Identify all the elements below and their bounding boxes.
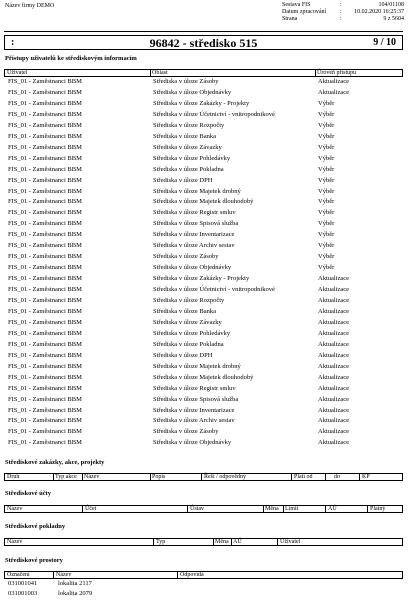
cell-user: FIS_01 - Zaměstnanci BBM [8, 220, 82, 228]
cell-area: Střediska v úloze Zásoby [153, 253, 219, 261]
cell-user: FIS_01 - Zaměstnanci BBM [8, 198, 82, 206]
cell-user: FIS_01 - Zaměstnanci BBM [8, 439, 82, 447]
cell-area: Střediska v úloze Pohledávky [153, 154, 231, 162]
cell-access-level: Výběr [318, 198, 335, 206]
column-header-name: Název [56, 572, 72, 578]
meta-colon: : [340, 2, 342, 8]
cell-user: FIS_01 - Zaměstnanci BBM [8, 132, 82, 140]
cell-user: FIS_01 - Zaměstnanci BBM [8, 362, 82, 370]
column-header-name: Název [84, 474, 100, 480]
title-box [4, 35, 403, 50]
cell-area: Střediska v úloze Spisová služba [153, 395, 239, 403]
column-header-access: Úroveň přístupu [317, 70, 357, 76]
column-divider [82, 506, 83, 512]
column-header-responsible: Odpovídá [180, 572, 204, 578]
meta-value: 10.02.2020 16:25:37 [354, 9, 404, 15]
column-header-responsible: Řeší / odpovědný [204, 474, 246, 480]
cell-user: FIS_01 - Zaměstnanci BBM [8, 121, 82, 129]
column-header-name: Název [7, 506, 23, 512]
cell-access-level: Výběr [318, 132, 335, 140]
meta-label: Sestava FIS [282, 2, 311, 8]
column-divider [187, 506, 188, 512]
cell-user: FIS_01 - Zaměstnanci BBM [8, 428, 82, 436]
cell-access-level: Aktualizace [318, 428, 350, 436]
projects-heading: Střediskové zakázky, akce, projekty [5, 459, 105, 466]
cell-user: FIS_01 - Zaměstnanci BBM [8, 165, 82, 173]
column-header-kind: Druh [7, 474, 20, 480]
company-name: Název firmy DEMO [5, 3, 55, 9]
column-header-action-type: Typ akce [55, 474, 77, 480]
column-divider [53, 572, 54, 578]
cell-user: FIS_01 - Zaměstnanci BBM [8, 373, 82, 381]
column-divider [291, 474, 292, 480]
column-header-limit: Limit [285, 506, 299, 512]
cell-access-level: Aktualizace [318, 275, 350, 283]
cell-area: Střediska v úloze Registr smluv [153, 384, 236, 392]
cell-area: Střediska v úloze Majetek dlouhodobý [153, 198, 254, 206]
cell-user: FIS_01 - Zaměstnanci BBM [8, 307, 82, 315]
column-header-name: Název [7, 539, 23, 545]
cell-access-level: Aktualizace [318, 373, 350, 381]
cell-area: Střediska v úloze Majetek dlouhodobý [153, 373, 254, 381]
cell-access-level: Aktualizace [318, 439, 350, 447]
meta-colon: : [340, 16, 342, 22]
cell-user: FIS_01 - Zaměstnanci BBM [8, 417, 82, 425]
cell-user: FIS_01 - Zaměstnanci BBM [8, 395, 82, 403]
meta-row [282, 9, 404, 16]
cell-access-level: Aktualizace [318, 307, 350, 315]
cell-access-level: Výběr [318, 176, 335, 184]
meta-label: Strana [282, 16, 298, 22]
premises-heading: Střediskové prostory [5, 557, 63, 564]
header-divider [4, 31, 403, 32]
column-header-valid: Platný [370, 506, 386, 512]
cash-heading: Střediskové pokladny [5, 523, 66, 530]
cell-access-level: Aktualizace [318, 417, 350, 425]
cell-user: FIS_01 - Zaměstnanci BBM [8, 286, 82, 294]
cell-access-level: Aktualizace [318, 78, 350, 85]
cell-access-level: Výběr [318, 121, 335, 129]
cell-name: lokalita 2117 [58, 580, 92, 587]
cell-access-level: Výběr [318, 220, 335, 228]
cell-user: FIS_01 - Zaměstnanci BBM [8, 253, 82, 261]
cell-area: Střediska v úloze Závazky [153, 143, 222, 151]
cell-area: Střediska v úloze Objednávky [153, 439, 232, 447]
column-header-au: AÚ [233, 539, 242, 545]
cell-area: Střediska v úloze Archiv sestav [153, 242, 235, 250]
access-heading: Přístupy uživatelů ke střediskovým informacím [5, 55, 137, 62]
cell-area: Střediska v úloze Banka [153, 307, 216, 315]
cell-user: FIS_01 - Zaměstnanci BBM [8, 88, 82, 96]
premises-table-body [4, 579, 403, 599]
cell-access-level: Výběr [318, 110, 335, 118]
cell-area: Střediska v úloze Objednávky [153, 264, 232, 272]
cell-user: FIS_01 - Zaměstnanci BBM [8, 231, 82, 239]
cell-user: FIS_01 - Zaměstnanci BBM [8, 340, 82, 348]
cell-access-level: Výběr [318, 209, 335, 217]
section-page-number: 9 / 10 [373, 37, 396, 48]
meta-row [282, 16, 404, 23]
column-header-valid-from: Platí od [294, 474, 313, 480]
cell-user: FIS_01 - Zaměstnanci BBM [8, 406, 82, 414]
cell-area: Střediska v úloze Zásoby [153, 78, 219, 85]
cell-area: Střediska v úloze Inventarizace [153, 231, 235, 239]
cell-area: Střediska v úloze Účetnictví - vnitropodnikové [153, 286, 275, 294]
column-header-description: Popis [152, 474, 166, 480]
cell-access-level: Aktualizace [318, 297, 350, 304]
meta-colon: : [340, 9, 342, 15]
cell-access-level: Výběr [318, 99, 335, 107]
cell-user: FIS_01 - Zaměstnanci BBM [8, 187, 82, 195]
cell-access-level: Aktualizace [318, 286, 350, 294]
cell-area: Střediska v úloze Pokladna [153, 340, 224, 348]
cell-access-level: Aktualizace [318, 88, 350, 96]
cell-access-level: Aktualizace [318, 384, 350, 392]
cell-user: FIS_01 - Zaměstnanci BBM [8, 154, 82, 162]
column-divider [177, 572, 178, 578]
cell-access-level: Výběr [318, 253, 335, 261]
column-divider [367, 506, 368, 512]
cell-access-level: Aktualizace [318, 318, 350, 326]
cell-area: Střediska v úloze Pokladna [153, 165, 224, 173]
column-divider [325, 506, 326, 512]
column-header-type: Typ [156, 539, 166, 545]
cell-name: lokalita 2079 [58, 590, 93, 597]
cell-access-level: Aktualizace [318, 362, 350, 370]
page-title: 96842 - středisko 515 [149, 36, 258, 50]
cell-user: FIS_01 - Zaměstnanci BBM [8, 143, 82, 151]
cell-access-level: Výběr [318, 165, 335, 173]
cell-area: Střediska v úloze Majetek drobný [153, 362, 241, 370]
cell-area: Střediska v úloze Rozpočty [153, 297, 225, 304]
cell-area: Střediska v úloze Pohledávky [153, 329, 231, 337]
meta-label: Datum zpracování [282, 9, 327, 15]
column-header-currency: Měna [215, 539, 229, 545]
cell-access-level: Výběr [318, 242, 335, 250]
cell-user: FIS_01 - Zaměstnanci BBM [8, 384, 82, 392]
column-divider [153, 539, 154, 545]
column-header-label: Označení [7, 572, 30, 578]
column-header-currency: Měna [265, 506, 279, 512]
cell-area: Střediska v úloze Zakázky - Projekty [153, 275, 250, 283]
column-divider [359, 474, 360, 480]
report-meta [282, 2, 404, 23]
column-divider [325, 474, 326, 480]
cell-label: 031001003 [8, 590, 38, 597]
cell-area: Střediska v úloze Banka [153, 132, 216, 140]
cell-access-level: Výběr [318, 187, 335, 195]
cell-access-level: Aktualizace [318, 329, 350, 337]
accounts-heading: Střediskové účty [5, 490, 52, 497]
cell-area: Střediska v úloze Zásoby [153, 428, 219, 436]
cell-area: Střediska v úloze Závazky [153, 318, 222, 326]
cell-area: Střediska v úloze Účetnictví - vnitropodnikové [153, 110, 275, 118]
projects-table-header [4, 473, 403, 481]
meta-row [282, 2, 404, 9]
cell-user: FIS_01 - Zaměstnanci BBM [8, 329, 82, 337]
cell-area: Střediska v úloze Objednávky [153, 88, 232, 96]
cell-area: Střediska v úloze Zakázky - Projekty [153, 99, 250, 107]
access-table-header [4, 69, 403, 77]
cash-table-header [4, 538, 403, 546]
premises-table-header [4, 571, 403, 579]
cell-access-level: Výběr [318, 231, 335, 239]
cell-access-level: Aktualizace [318, 395, 350, 403]
cell-user: FIS_01 - Zaměstnanci BBM [8, 264, 82, 272]
accounts-table-header [4, 505, 403, 513]
column-divider [201, 474, 202, 480]
column-header-area: Oblast [152, 70, 168, 76]
cell-user: FIS_01 - Zaměstnanci BBM [8, 275, 82, 283]
column-header-au: AÚ [328, 506, 337, 512]
column-divider [277, 539, 278, 545]
access-table-body [4, 77, 403, 449]
cell-area: Střediska v úloze Rozpočty [153, 121, 225, 129]
meta-value: 104/01108 [378, 2, 404, 8]
cell-access-level: Výběr [318, 264, 335, 272]
cell-user: FIS_01 - Zaměstnanci BBM [8, 242, 82, 250]
title-colon: : [11, 37, 15, 48]
column-header-user: Uživatel [7, 70, 28, 76]
cell-access-level: Výběr [318, 154, 335, 162]
cell-user: FIS_01 - Zaměstnanci BBM [8, 78, 82, 85]
cell-user: FIS_01 - Zaměstnanci BBM [8, 209, 82, 217]
cell-area: Střediska v úloze Majetek drobný [153, 187, 241, 195]
cell-access-level: Výběr [318, 143, 335, 151]
cell-user: FIS_01 - Zaměstnanci BBM [8, 110, 82, 118]
cell-access-level: Aktualizace [318, 406, 350, 414]
cell-label: 031001041 [8, 580, 38, 587]
cell-access-level: Aktualizace [318, 340, 350, 348]
column-header-user: Uživatel [280, 539, 301, 545]
cell-area: Střediska v úloze DPH [153, 351, 213, 359]
cell-user: FIS_01 - Zaměstnanci BBM [8, 351, 82, 359]
cell-user: FIS_01 - Zaměstnanci BBM [8, 99, 82, 107]
cell-area: Střediska v úloze DPH [153, 176, 213, 184]
column-header-institution: Ústav [190, 506, 204, 512]
cell-access-level: Aktualizace [318, 351, 350, 359]
cell-user: FIS_01 - Zaměstnanci BBM [8, 318, 82, 326]
column-header-account: Účet [85, 506, 97, 512]
cell-area: Střediska v úloze Inventarizace [153, 406, 235, 414]
meta-value: 9 z 5604 [383, 16, 404, 22]
cell-user: FIS_01 - Zaměstnanci BBM [8, 297, 82, 304]
cell-user: FIS_01 - Zaměstnanci BBM [8, 176, 82, 184]
cell-area: Střediska v úloze Archiv sestav [153, 417, 235, 425]
column-header-valid-to: do [334, 474, 340, 480]
cell-area: Střediska v úloze Registr smluv [153, 209, 236, 217]
cell-area: Střediska v úloze Spisová služba [153, 220, 239, 228]
column-header-kp: KP [362, 474, 370, 480]
